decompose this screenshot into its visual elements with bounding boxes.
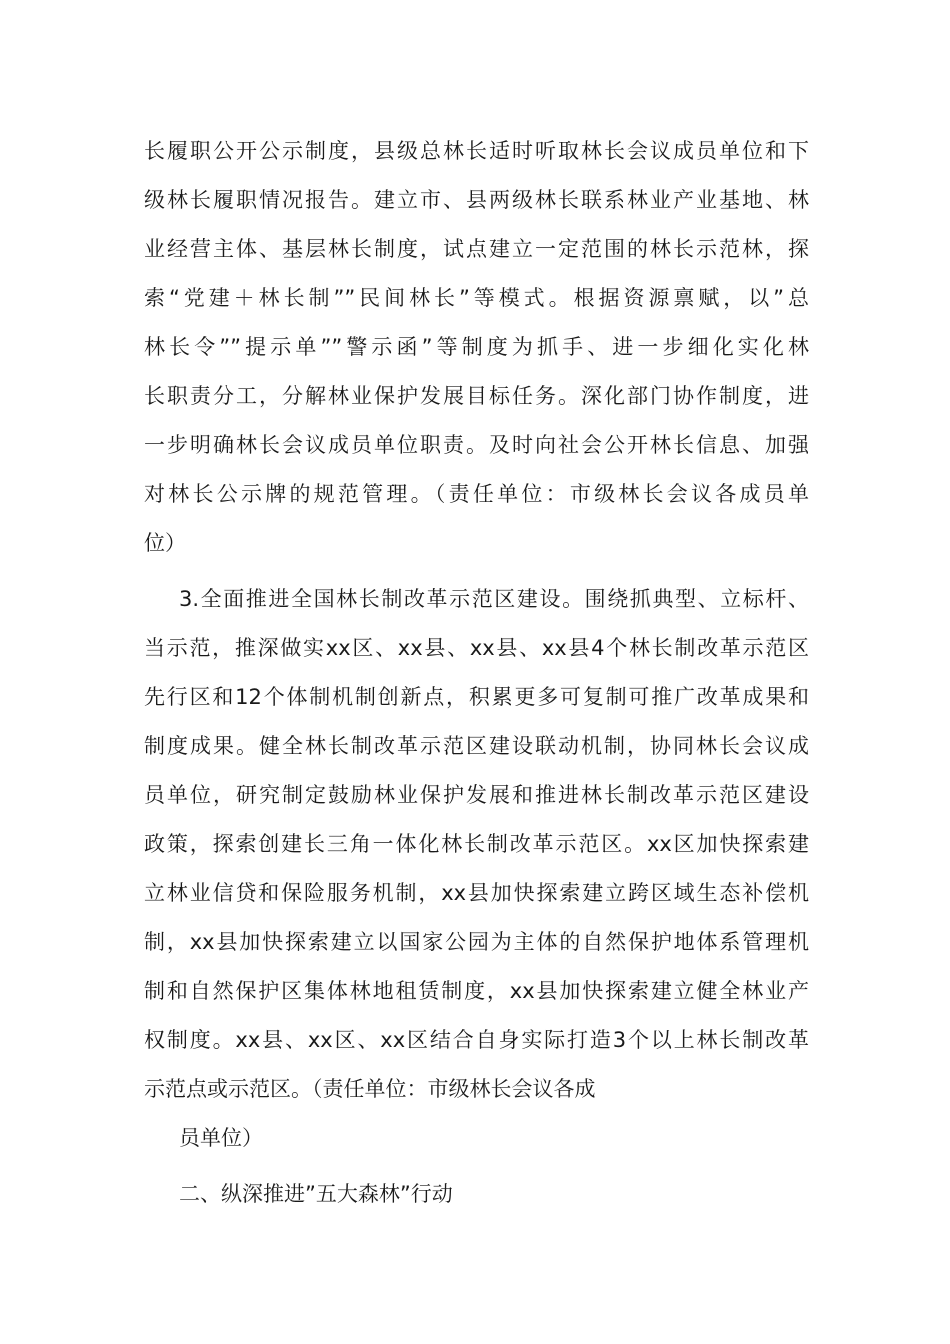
text-line: 立林业信贷和保险服务机制，xx县加快探索建立跨区域生态补偿机 xyxy=(144,881,809,905)
text-line: 员单位，研究制定鼓励林业保护发展和推进林长制改革示范区建设 xyxy=(144,783,809,807)
paragraph-reform-demonstration-zone xyxy=(144,575,809,1163)
text-line: 长履职公开公示制度，县级总林长适时听取林长会议成员单位和下 xyxy=(144,139,809,163)
text-line: 林长令””提示单””警示函”等制度为抓手、进一步细化实化林 xyxy=(144,335,809,359)
text-line: 先行区和12个体制机制创新点，积累更多可复制可推广改革成果和 xyxy=(144,685,809,709)
heading-five-forests: 二、纵深推进”五大森林”行动 xyxy=(179,1182,453,1206)
text-line: 制和自然保护区集体林地租赁制度，xx县加快探索建立健全林业产 xyxy=(144,979,809,1003)
section-heading xyxy=(144,1170,809,1219)
text-line: 索“党建＋林长制””民间林长”等模式。根据资源禀赋，以”总 xyxy=(144,286,809,310)
text-line: 员单位） xyxy=(179,1126,263,1150)
text-line: 示范点或示范区。（责任单位：市级林长会议各成 xyxy=(144,1077,596,1101)
text-line: 3.全面推进全国林长制改革示范区建设。围绕抓典型、立标杆、 xyxy=(179,587,809,611)
text-line: 长职责分工，分解林业保护发展目标任务。深化部门协作制度，进 xyxy=(144,384,809,408)
text-line: 一步明确林长会议成员单位职责。及时向社会公开林长信息、加强 xyxy=(144,433,809,457)
text-line: 业经营主体、基层林长制度，试点建立一定范围的林长示范林，探 xyxy=(144,237,809,261)
text-line: 权制度。xx县、xx区、xx区结合自身实际打造3个以上林长制改革 xyxy=(144,1028,809,1052)
text-line: 级林长履职情况报告。建立市、县两级林长联系林业产业基地、林 xyxy=(144,188,809,212)
text-line: 制，xx县加快探索建立以国家公园为主体的自然保护地体系管理机 xyxy=(144,930,809,954)
text-line: 制度成果。健全林长制改革示范区建设联动机制，协同林长会议成 xyxy=(144,734,809,758)
text-line: 当示范，推深做实xx区、xx县、xx县、xx县4个林长制改革示范区 xyxy=(144,636,809,660)
text-line: 位） xyxy=(144,531,186,555)
text-line: 政策，探索创建长三角一体化林长制改革示范区。xx区加快探索建 xyxy=(144,832,809,856)
paragraph-forest-chief-duties xyxy=(144,127,809,568)
text-line: 对林长公示牌的规范管理。（责任单位：市级林长会议各成员单 xyxy=(144,482,809,506)
